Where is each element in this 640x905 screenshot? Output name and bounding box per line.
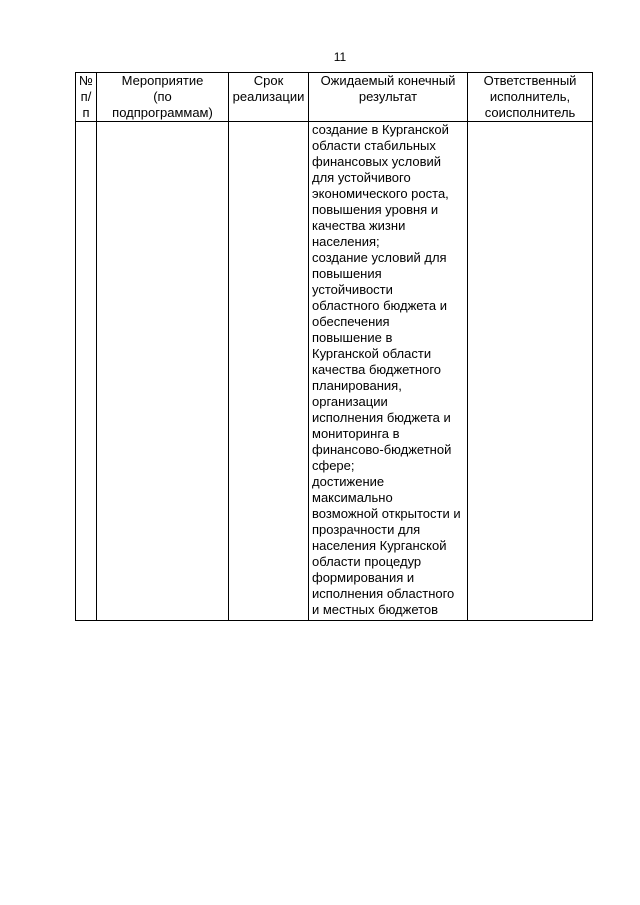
header-number-line: п/п (80, 89, 92, 120)
page-number: 11 (333, 50, 347, 64)
header-number-line: № (79, 73, 93, 88)
result-line: качества бюджетного (312, 362, 442, 377)
result-line: обеспечения (312, 314, 390, 329)
result-line: качества жизни (312, 218, 406, 233)
table-header-row (76, 73, 593, 122)
header-result (309, 73, 468, 122)
result-line: для устойчивого (312, 170, 411, 185)
result-line: достижение (312, 474, 385, 489)
header-event (97, 73, 229, 122)
header-term-line: Срок (253, 73, 284, 88)
result-line: мониторинга в (312, 426, 400, 441)
result-line: области процедур (312, 554, 422, 569)
result-line: финансовых условий (312, 154, 442, 169)
result-line: планирования, (312, 378, 402, 393)
measures-table (75, 72, 593, 621)
result-line: экономического роста, (312, 186, 449, 201)
header-result-line: Ожидаемый конечный (320, 73, 456, 88)
result-line: возможной открытости и (312, 506, 461, 521)
result-line: области стабильных (312, 138, 436, 153)
result-line: Курганской области (312, 346, 432, 361)
cell-term (229, 122, 309, 621)
result-line: повышение в (312, 330, 393, 345)
header-responsible-line: соисполнитель (484, 105, 576, 120)
cell-responsible (468, 122, 593, 621)
result-line: исполнения бюджета и (312, 410, 451, 425)
result-line: повышения (312, 266, 382, 281)
cell-result (309, 122, 468, 621)
header-responsible (468, 73, 593, 122)
result-line: максимально (312, 490, 393, 505)
header-responsible-line: исполнитель, (489, 89, 571, 104)
header-event-line: (по (153, 89, 172, 104)
header-term (229, 73, 309, 122)
result-line: повышения уровня и (312, 202, 439, 217)
result-line: и местных бюджетов (312, 602, 439, 617)
result-line: сфере; (312, 458, 355, 473)
cell-number (76, 122, 97, 621)
result-line: формирования и (312, 570, 415, 585)
result-line: прозрачности для (312, 522, 421, 537)
result-line: устойчивости (312, 282, 393, 297)
header-term-line: реализации (232, 89, 305, 104)
header-result-line: результат (358, 89, 418, 104)
result-line: населения; (312, 234, 380, 249)
cell-event (97, 122, 229, 621)
result-line: финансово-бюджетной (312, 442, 452, 457)
header-number (76, 73, 97, 122)
table-row (76, 122, 593, 621)
result-line: организации (312, 394, 388, 409)
result-line: исполнения областного (312, 586, 455, 601)
result-line: населения Курганской (312, 538, 447, 553)
result-line: создание условий для (312, 250, 447, 265)
header-event-line: подпрограммам) (112, 105, 213, 120)
result-line: создание в Курганской (312, 122, 449, 137)
header-responsible-line: Ответственный (483, 73, 577, 88)
result-line: областного бюджета и (312, 298, 447, 313)
header-event-line: Мероприятие (121, 73, 204, 88)
